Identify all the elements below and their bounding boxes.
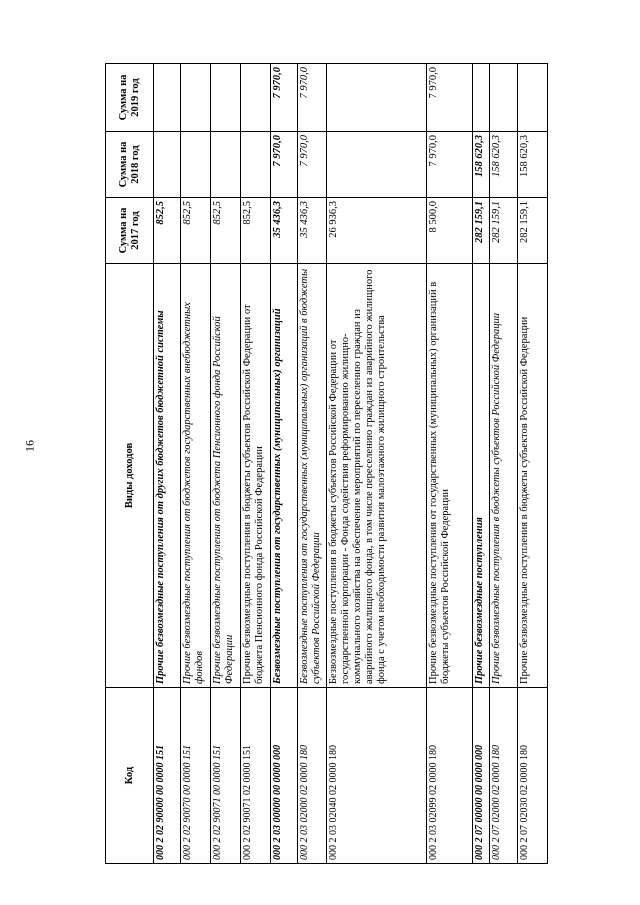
- cell-name: Прочие безвозмездные поступления в бюджеты субъектов Российской Федерации: [490, 264, 518, 688]
- cell-code: 000 2 03 02099 02 0000 180: [427, 688, 473, 864]
- cell-name: Прочие безвозмездные поступления от бюджета Пенсионного фонда Российской Федерации: [211, 264, 241, 688]
- cell-2018: [211, 132, 241, 198]
- table-header-row: [106, 64, 154, 864]
- cell-2019: 7 970,0: [298, 64, 327, 132]
- cell-2019: [473, 64, 490, 132]
- cell-name: Прочие безвозмездные поступления от бюджетов государственных внебюджетных фондов: [181, 264, 211, 688]
- cell-2018: 7 970,0: [298, 132, 327, 198]
- cell-code: 000 2 07 00000 00 0000 000: [473, 688, 490, 864]
- cell-2019: 7 970,0: [271, 64, 298, 132]
- cell-2018: [241, 132, 271, 198]
- table-row: [490, 64, 518, 864]
- cell-2017: 8 500,0: [427, 198, 473, 264]
- header-code: Код: [106, 688, 154, 864]
- cell-2017: 35 436,3: [298, 198, 327, 264]
- cell-2018: [154, 132, 181, 198]
- cell-2019: [490, 64, 518, 132]
- rotated-table-area: [105, 64, 530, 864]
- cell-name: Прочие безвозмездные поступления в бюджеты субъектов Российской Федерации: [518, 264, 548, 688]
- page-number: 16: [22, 440, 37, 452]
- table-wrapper: [105, 64, 530, 864]
- cell-2018: [327, 132, 427, 198]
- cell-2018: 7 970,0: [427, 132, 473, 198]
- cell-2018: [181, 132, 211, 198]
- table-row: [298, 64, 327, 864]
- cell-2019: [154, 64, 181, 132]
- cell-2019: 7 970,0: [427, 64, 473, 132]
- table-row: [518, 64, 548, 864]
- cell-code: 000 2 03 02000 02 0000 180: [298, 688, 327, 864]
- table-row: [241, 64, 271, 864]
- header-types: Виды доходов: [106, 264, 154, 688]
- cell-name: Безвозмездные поступления от государственных (муниципальных) организаций: [271, 264, 298, 688]
- cell-2017: 35 436,3: [271, 198, 298, 264]
- cell-code: 000 2 02 90000 00 0000 151: [154, 688, 181, 864]
- table-row: [154, 64, 181, 864]
- cell-2019: [241, 64, 271, 132]
- table-row: [211, 64, 241, 864]
- cell-code: 000 2 03 00000 00 0000 000: [271, 688, 298, 864]
- cell-2017: 282 159,1: [490, 198, 518, 264]
- table-row: [271, 64, 298, 864]
- cell-2019: [518, 64, 548, 132]
- cell-2017: 852,5: [181, 198, 211, 264]
- cell-2017: 282 159,1: [518, 198, 548, 264]
- table-row: [473, 64, 490, 864]
- cell-code: 000 2 02 90070 00 0000 151: [181, 688, 211, 864]
- cell-2019: [211, 64, 241, 132]
- cell-name: Прочие безвозмездные поступления от других бюджетов бюджетной системы: [154, 264, 181, 688]
- cell-name: Прочие безвозмездные поступления: [473, 264, 490, 688]
- cell-code: 000 2 02 90071 02 0000 151: [241, 688, 271, 864]
- cell-code: 000 2 07 02000 02 0000 180: [490, 688, 518, 864]
- cell-2018: 7 970,0: [271, 132, 298, 198]
- table-row: [181, 64, 211, 864]
- cell-2019: [327, 64, 427, 132]
- cell-2018: 158 620,3: [518, 132, 548, 198]
- cell-2018: 158 620,3: [473, 132, 490, 198]
- cell-code: 000 2 02 90071 00 0000 151: [211, 688, 241, 864]
- cell-name: Прочие безвозмездные поступления в бюджеты субъектов Российской Федерации от бюджета Пенсионного фонда Российской Федерации: [241, 264, 271, 688]
- cell-2017: 852,5: [154, 198, 181, 264]
- table-row: [427, 64, 473, 864]
- cell-name: Безвозмездные поступления в бюджеты субъектов Российской Федерации от государственной корпорации - Фонда содействия реформированию жилищно-коммунального хозяйства на обеспечение мероприятий по переселению граждан из аварийного жилищного фонда, в том числе переселению граждан из аварийного жилищного фонда с учетом необходимости развития малоэтажного жилищного строительства: [327, 264, 427, 688]
- cell-2017: 26 936,3: [327, 198, 427, 264]
- cell-2018: 158 620,3: [490, 132, 518, 198]
- header-2018: Сумма на 2018 год: [106, 132, 154, 198]
- cell-name: Безвозмездные поступления от государственных (муниципальных) организаций в бюджеты субъектов Российской Федерации: [298, 264, 327, 688]
- cell-name: Прочие безвозмездные поступления от государственных (муниципальных) организаций в бюджеты субъектов Российской Федерации: [427, 264, 473, 688]
- header-2017: Сумма на 2017 год: [106, 198, 154, 264]
- table-row: [327, 64, 427, 864]
- header-2019: Сумма на 2019 год: [106, 64, 154, 132]
- cell-2017: 852,5: [211, 198, 241, 264]
- cell-2019: [181, 64, 211, 132]
- cell-code: 000 2 07 02030 02 0000 180: [518, 688, 548, 864]
- cell-2017: 282 159,1: [473, 198, 490, 264]
- cell-code: 000 2 03 02040 02 0000 180: [327, 688, 427, 864]
- cell-2017: 852,5: [241, 198, 271, 264]
- revenue-table: [105, 63, 548, 864]
